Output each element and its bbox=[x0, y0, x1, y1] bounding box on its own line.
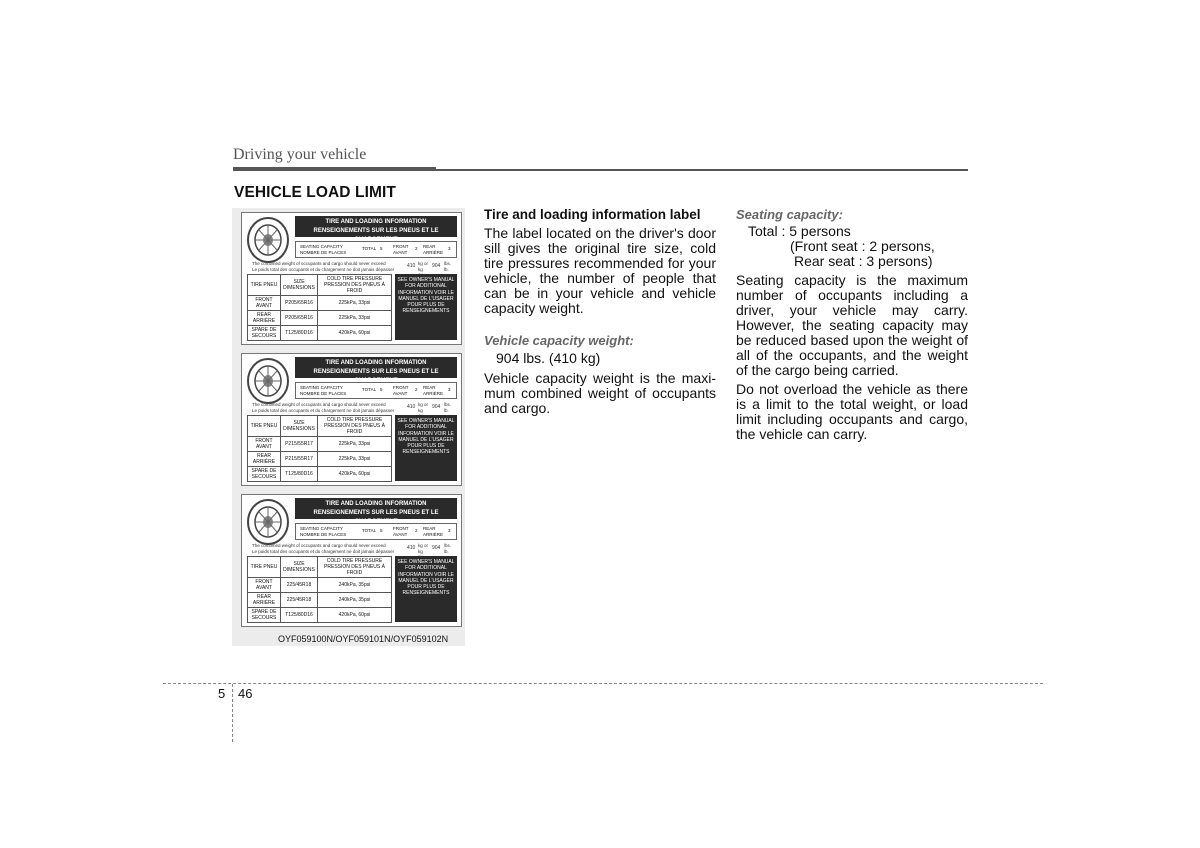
subhead-tire-label: Tire and loading information label bbox=[484, 207, 701, 222]
table-row bbox=[248, 593, 392, 608]
weight-statement-fr: Le poids total des occupants et du chargement ne doit jamais dépasser bbox=[252, 266, 395, 272]
row-pressure: 240kPa, 35psi bbox=[318, 593, 392, 608]
middle-column bbox=[484, 207, 716, 416]
seating-rear: Rear seat : 3 persons) bbox=[794, 253, 933, 269]
col-header-size: SIZE DIMENSIONS bbox=[281, 416, 318, 437]
weight-lbs: 904 bbox=[432, 545, 441, 551]
tire-label-card bbox=[241, 353, 462, 486]
row-pressure: 225kPa, 33psi bbox=[318, 296, 392, 311]
rear-label: REAR ARRIÈRE bbox=[423, 244, 444, 255]
weight-kg: 410 bbox=[407, 263, 416, 269]
rear-value: 3 bbox=[448, 246, 451, 251]
table-row bbox=[248, 608, 392, 623]
footer-divider bbox=[232, 684, 233, 742]
col-header-pressure: COLD TIRE PRESSURE PRESSION DES PNEUS À FROID bbox=[318, 557, 392, 578]
col-header-pressure: COLD TIRE PRESSURE PRESSION DES PNEUS À FROID bbox=[318, 275, 392, 296]
section-title: VEHICLE LOAD LIMIT bbox=[234, 184, 396, 201]
weight-lbs: 904 bbox=[432, 263, 441, 269]
seating-capacity-box bbox=[295, 523, 457, 540]
label-header-en: TIRE AND LOADING INFORMATION bbox=[325, 360, 427, 366]
page-number: 46 bbox=[238, 686, 253, 701]
weight-statement bbox=[252, 402, 458, 413]
table-row bbox=[248, 437, 392, 452]
front-label: FRONT AVANT bbox=[393, 526, 409, 537]
row-pressure: 420kPa, 60psi bbox=[318, 326, 392, 341]
total-label: TOTAL bbox=[362, 246, 377, 251]
weight-lbs: 904 bbox=[432, 404, 441, 410]
seat-label-fr: NOMBRE DE PLACES bbox=[300, 391, 347, 396]
front-value: 2 bbox=[415, 246, 418, 251]
col-header-size: SIZE DIMENSIONS bbox=[281, 275, 318, 296]
header-rule-accent bbox=[233, 167, 436, 171]
weight-statement-en: The combined weight of occupants and cargo should never exceed bbox=[252, 543, 386, 548]
weight-statement-fr: Le poids total des occupants et du chargement ne doit jamais dépasser bbox=[252, 548, 395, 554]
owner-manual-note: SEE OWNER'S MANUAL FOR ADDITIONAL INFORMATION VOIR LE MANUEL DE L'USAGER POUR PLUS DE RENSEIGNEMENTS bbox=[395, 415, 457, 481]
row-position: FRONT AVANT bbox=[248, 578, 281, 593]
row-position: SPARE DE SECOURS bbox=[248, 467, 281, 482]
label-header bbox=[295, 216, 457, 243]
total-value: 5 bbox=[380, 387, 383, 392]
table-row bbox=[248, 452, 392, 467]
seat-label-en: SEATING CAPACITY bbox=[300, 385, 343, 390]
row-size: P215/55R17 bbox=[281, 452, 318, 467]
label-header-en: TIRE AND LOADING INFORMATION bbox=[325, 501, 427, 507]
unit-kg: kg or kg bbox=[418, 261, 429, 272]
front-value: 2 bbox=[415, 528, 418, 533]
row-pressure: 225kPa, 33psi bbox=[318, 437, 392, 452]
weight-kg: 410 bbox=[407, 404, 416, 410]
row-size: P205/65R16 bbox=[281, 311, 318, 326]
tire-pressure-table bbox=[247, 556, 392, 623]
paragraph-overload-warning: Do not overload the vehicle as there is a limit to the total weight, or load limit including occupants and cargo, the vehicle can carry. bbox=[736, 381, 968, 442]
subhead-capacity-weight: Vehicle capacity weight: bbox=[484, 333, 634, 348]
footer-rule bbox=[163, 683, 1043, 684]
weight-kg: 410 bbox=[407, 545, 416, 551]
seating-total: Total : 5 persons bbox=[748, 223, 851, 239]
table-row bbox=[248, 296, 392, 311]
seat-label-en: SEATING CAPACITY bbox=[300, 526, 343, 531]
seat-label-fr: NOMBRE DE PLACES bbox=[300, 532, 347, 537]
front-label: FRONT AVANT bbox=[393, 385, 409, 396]
row-size: T125/80D16 bbox=[281, 467, 318, 482]
table-row bbox=[248, 578, 392, 593]
figure-caption: OYF059100N/OYF059101N/OYF059102N bbox=[278, 634, 449, 644]
weight-statement bbox=[252, 261, 458, 272]
col-header-tire: TIRE PNEU bbox=[248, 557, 281, 578]
total-label: TOTAL bbox=[362, 528, 377, 533]
row-pressure: 420kPa, 60psi bbox=[318, 467, 392, 482]
row-position: REAR ARRIÈRE bbox=[248, 452, 281, 467]
subhead-seating-capacity: Seating capacity: bbox=[736, 207, 843, 222]
row-size: T125/80D16 bbox=[281, 326, 318, 341]
unit-kg: kg or kg bbox=[418, 402, 429, 413]
paragraph-label-location: The label located on the driver's door sill gives the original tire size, cold tire pressures recommended for your vehicle, the number of people that can be in your vehicle and vehicle capacity weight. bbox=[484, 225, 716, 316]
weight-statement bbox=[252, 543, 458, 554]
front-value: 2 bbox=[415, 387, 418, 392]
row-position: REAR ARRIÈRE bbox=[248, 593, 281, 608]
rear-value: 3 bbox=[448, 528, 451, 533]
col-header-tire: TIRE PNEU bbox=[248, 275, 281, 296]
total-value: 5 bbox=[380, 246, 383, 251]
row-position: REAR ARRIÈRE bbox=[248, 311, 281, 326]
tire-label-card bbox=[241, 212, 462, 345]
tire-pressure-table bbox=[247, 274, 392, 341]
unit-lbs: lbs. lb. bbox=[444, 543, 452, 554]
right-column bbox=[736, 207, 968, 442]
label-header-fr: RENSEIGNEMENTS SUR LES PNEUS ET LE CHARGEMENT bbox=[313, 228, 439, 243]
row-position: SPARE DE SECOURS bbox=[248, 326, 281, 341]
owner-manual-note: SEE OWNER'S MANUAL FOR ADDITIONAL INFORMATION VOIR LE MANUEL DE L'USAGER POUR PLUS DE RENSEIGNEMENTS bbox=[395, 556, 457, 622]
col-header-size: SIZE DIMENSIONS bbox=[281, 557, 318, 578]
label-header-fr: RENSEIGNEMENTS SUR LES PNEUS ET LE CHARGEMENT bbox=[313, 510, 439, 525]
rear-label: REAR ARRIÈRE bbox=[423, 526, 444, 537]
table-row bbox=[248, 326, 392, 341]
capacity-weight-value: 904 lbs. (410 kg) bbox=[496, 350, 601, 366]
seating-capacity-box bbox=[295, 241, 457, 258]
label-header bbox=[295, 498, 457, 525]
unit-lbs: lbs. lb. bbox=[444, 402, 452, 413]
col-header-tire: TIRE PNEU bbox=[248, 416, 281, 437]
row-position: FRONT AVANT bbox=[248, 437, 281, 452]
paragraph-seating-capacity: Seating capacity is the maximum number of occupants including a driver, your vehicle may carry. However, the seating capacity may be reduced based upon the weight of all of the occupants, and the weight of the cargo being carried. bbox=[736, 272, 968, 378]
rear-value: 3 bbox=[448, 387, 451, 392]
unit-lbs: lbs. lb. bbox=[444, 261, 452, 272]
row-pressure: 225kPa, 33psi bbox=[318, 311, 392, 326]
row-pressure: 225kPa, 33psi bbox=[318, 452, 392, 467]
row-position: SPARE DE SECOURS bbox=[248, 608, 281, 623]
header-rule bbox=[436, 169, 968, 171]
rear-label: REAR ARRIÈRE bbox=[423, 385, 444, 396]
tire-label-card bbox=[241, 494, 462, 627]
row-size: 225/45R18 bbox=[281, 578, 318, 593]
row-pressure: 420kPa, 60psi bbox=[318, 608, 392, 623]
weight-statement-en: The combined weight of occupants and cargo should never exceed bbox=[252, 402, 386, 407]
tire-icon bbox=[244, 215, 292, 265]
row-pressure: 240kPa, 35psi bbox=[318, 578, 392, 593]
unit-kg: kg or kg bbox=[418, 543, 429, 554]
tire-icon bbox=[244, 497, 292, 547]
row-size: T125/80D16 bbox=[281, 608, 318, 623]
seat-label-fr: NOMBRE DE PLACES bbox=[300, 250, 347, 255]
owner-manual-note: SEE OWNER'S MANUAL FOR ADDITIONAL INFORMATION VOIR LE MANUEL DE L'USAGER POUR PLUS DE RENSEIGNEMENTS bbox=[395, 274, 457, 340]
table-row bbox=[248, 311, 392, 326]
seating-capacity-box bbox=[295, 382, 457, 399]
row-size: 225/45R18 bbox=[281, 593, 318, 608]
weight-statement-fr: Le poids total des occupants et du chargement ne doit jamais dépasser bbox=[252, 407, 395, 413]
tire-pressure-table bbox=[247, 415, 392, 482]
total-label: TOTAL bbox=[362, 387, 377, 392]
row-size: P215/55R17 bbox=[281, 437, 318, 452]
label-header-fr: RENSEIGNEMENTS SUR LES PNEUS ET LE CHARGEMENT bbox=[313, 369, 439, 384]
tire-icon bbox=[244, 356, 292, 406]
total-value: 5 bbox=[380, 528, 383, 533]
col-header-pressure: COLD TIRE PRESSURE PRESSION DES PNEUS À FROID bbox=[318, 416, 392, 437]
running-header: Driving your vehicle bbox=[233, 146, 367, 163]
seating-front: (Front seat : 2 persons, bbox=[790, 238, 935, 254]
table-row bbox=[248, 467, 392, 482]
front-label: FRONT AVANT bbox=[393, 244, 409, 255]
row-position: FRONT AVANT bbox=[248, 296, 281, 311]
row-size: P205/65R16 bbox=[281, 296, 318, 311]
seat-label-en: SEATING CAPACITY bbox=[300, 244, 343, 249]
label-header bbox=[295, 357, 457, 384]
paragraph-capacity-weight: Vehicle capacity weight is the maxi-mum combined weight of occupants and cargo. bbox=[484, 370, 716, 416]
section-number: 5 bbox=[218, 686, 226, 701]
label-header-en: TIRE AND LOADING INFORMATION bbox=[325, 219, 427, 225]
weight-statement-en: The combined weight of occupants and cargo should never exceed bbox=[252, 261, 386, 266]
